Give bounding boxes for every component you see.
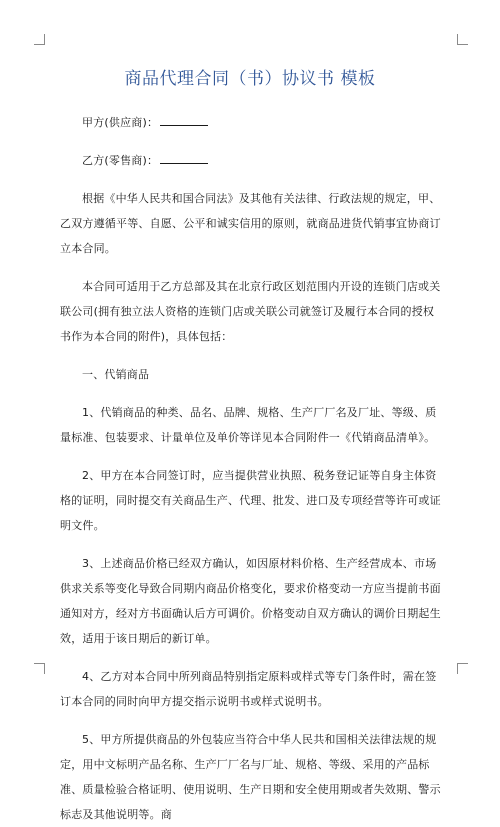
- clause-2: 2、甲方在本合同签订时，应当提供营业执照、税务登记证等自身主体资格的证明，同时提交有关商品生产、代理、批发、进口及专项经营等许可或证明文件。: [60, 469, 441, 532]
- party-b-label: 乙方(零售商)：: [82, 154, 159, 167]
- paragraph-scope: 本合同可适用于乙方总部及其在北京行政区划范围内开设的连锁门店或关联公司(拥有独立法人资格的连锁门店或关联公司就签订及履行本合同的授权书作为本合同的附件)，具体包括：: [60, 280, 441, 343]
- paragraph-preamble: 根据《中华人民共和国合同法》及其他有关法律、行政法规的规定，甲、乙双方遵循平等、自愿、公平和诚实信用的原则，就商品进货代销事宜协商订立本合同。: [60, 192, 441, 255]
- clause-3: 3、上述商品价格已经双方确认，如因原材料价格、生产经营成本、市场供求关系等变化导致合同期内商品价格变化，要求价格变动一方应当提前书面通知对方，经对方书面确认后方可调价。价格变动自双方确认的调价日期起生效，适用于该日期后的新订单。: [60, 557, 441, 645]
- crop-mark-top-right: [457, 34, 468, 45]
- document-title: 商品代理合同（书）协议书 模板: [124, 69, 376, 89]
- section-heading-1: 一、代销商品: [82, 368, 150, 381]
- party-b-blank[interactable]: [160, 151, 208, 164]
- party-a-line: [60, 110, 443, 135]
- party-b-line: [60, 148, 443, 173]
- crop-mark-bottom-right: [457, 663, 468, 674]
- party-a-label: 甲方(供应商)：: [82, 116, 159, 129]
- crop-mark-bottom-left: [34, 663, 45, 674]
- crop-mark-top-left: [34, 34, 45, 45]
- document-body: [60, 110, 443, 827]
- clause-4: 4、乙方对本合同中所列商品特别指定原料或样式等专门条件时，需在签订本合同的同时向甲方提交指示说明书或样式说明书。: [60, 670, 437, 708]
- clause-1: 1、代销商品的种类、品名、品牌、规格、生产厂厂名及厂址、等级、质量标准、包装要求、计量单位及单价等详见本合同附件一《代销商品清单》。: [60, 406, 437, 444]
- party-a-blank[interactable]: [160, 113, 208, 126]
- clause-5: 5、甲方所提供商品的外包装应当符合中华人民共和国相关法律法规的规定，用中文标明产品名称、生产厂厂名与厂址、规格、等级、采用的产品标准、质量检验合格证明、使用说明、生产日期和安全使用期或者失效期、警示标志及其他说明等。商: [60, 733, 441, 821]
